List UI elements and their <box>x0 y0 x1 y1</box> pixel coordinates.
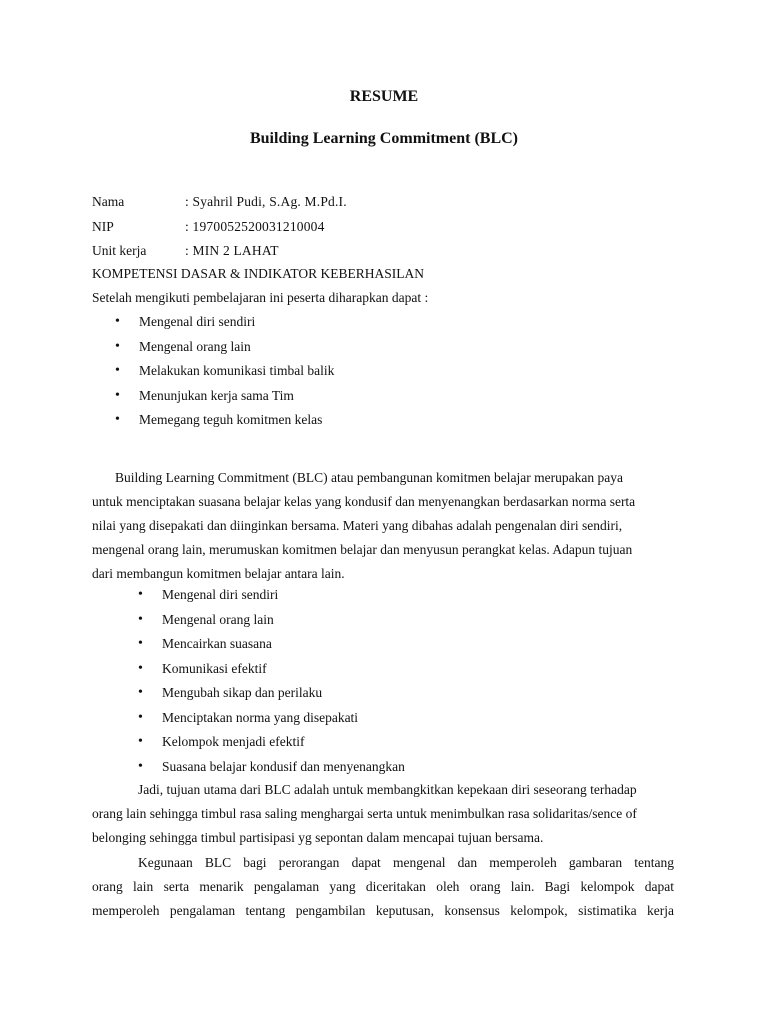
paragraph-line: Jadi, tujuan utama dari BLC adalah untuk membangkitkan kepekaan diri seseorang terhadap <box>138 782 637 797</box>
paragraph-line: Kegunaan BLC bagi perorangan dapat mengenal dan memperoleh gambaran tentang <box>138 855 674 870</box>
info-row-nama <box>92 194 347 210</box>
list-item: • Mengenal diri sendiri <box>162 585 405 610</box>
paragraph-line: dari membangun komitmen belajar antara lain. <box>92 566 345 581</box>
competency-list <box>139 312 334 435</box>
paragraph-line: Building Learning Commitment (BLC) atau pembangunan komitmen belajar merupakan paya <box>115 470 623 485</box>
info-label: Unit kerja <box>92 243 147 258</box>
paragraph-line: mengenal orang lain, merumuskan komitmen belajar dan menyusun perangkat kelas. Adapun tujuan <box>92 542 633 557</box>
document-title: RESUME <box>349 88 419 105</box>
intro-text: Setelah mengikuti pembelajaran ini peserta diharapkan dapat : <box>92 290 429 305</box>
list-item: • Memegang teguh komitmen kelas <box>139 410 334 435</box>
list-item: • Komunikasi efektif <box>162 659 405 684</box>
list-item: • Mengubah sikap dan perilaku <box>162 683 405 708</box>
list-item: • Menciptakan norma yang disepakati <box>162 708 405 733</box>
paragraph-line: belonging sehingga timbul partisipasi yg sepontan dalam mencapai tujuan bersama. <box>92 830 544 845</box>
list-item: • Menunjukan kerja sama Tim <box>139 386 334 411</box>
list-item: • Mengenal orang lain <box>162 610 405 635</box>
info-value: : Syahril Pudi, S.Ag. M.Pd.I. <box>185 194 347 209</box>
info-label: Nama <box>92 194 125 209</box>
info-label: NIP <box>92 219 114 234</box>
info-row-unit-kerja <box>92 243 279 259</box>
paragraph-line: orang lain serta menarik pengalaman yang diceritakan oleh orang lain. Bagi kelompok dapat <box>92 879 674 894</box>
list-item: • Suasana belajar kondusif dan menyenangkan <box>162 757 405 782</box>
list-item: • Kelompok menjadi efektif <box>162 732 405 757</box>
goals-list <box>162 585 405 781</box>
paragraph-blc-definition <box>92 466 674 586</box>
document-subtitle: Building Learning Commitment (BLC) <box>249 130 518 147</box>
list-item: • Mencairkan suasana <box>162 634 405 659</box>
section-heading: KOMPETENSI DASAR & INDIKATOR KEBERHASILAN <box>92 266 425 281</box>
list-item: • Melakukan komunikasi timbal balik <box>139 361 334 386</box>
paragraph-line: untuk menciptakan suasana belajar kelas yang kondusif dan menyenangkan berdasarkan norma serta <box>92 494 636 509</box>
paragraph-blc-purpose <box>92 778 674 850</box>
info-value: : 1970052520031210004 <box>185 219 325 234</box>
paragraph-line: memperoleh pengalaman tentang pengambilan keputusan, konsensus kelompok, sistimatika kerja <box>92 903 674 918</box>
paragraph-line: nilai yang disepakati dan diinginkan bersama. Materi yang dibahas adalah pengenalan diri sendiri, <box>92 518 623 533</box>
info-value: : MIN 2 LAHAT <box>185 243 279 258</box>
paragraph-blc-usefulness <box>92 851 674 923</box>
paragraph-line: orang lain sehingga timbul rasa saling menghargai serta untuk menimbulkan rasa solidaritas/sence of <box>92 806 637 821</box>
list-item: • Mengenal diri sendiri <box>139 312 334 337</box>
list-item: • Mengenal orang lain <box>139 337 334 362</box>
info-row-nip <box>92 219 325 235</box>
